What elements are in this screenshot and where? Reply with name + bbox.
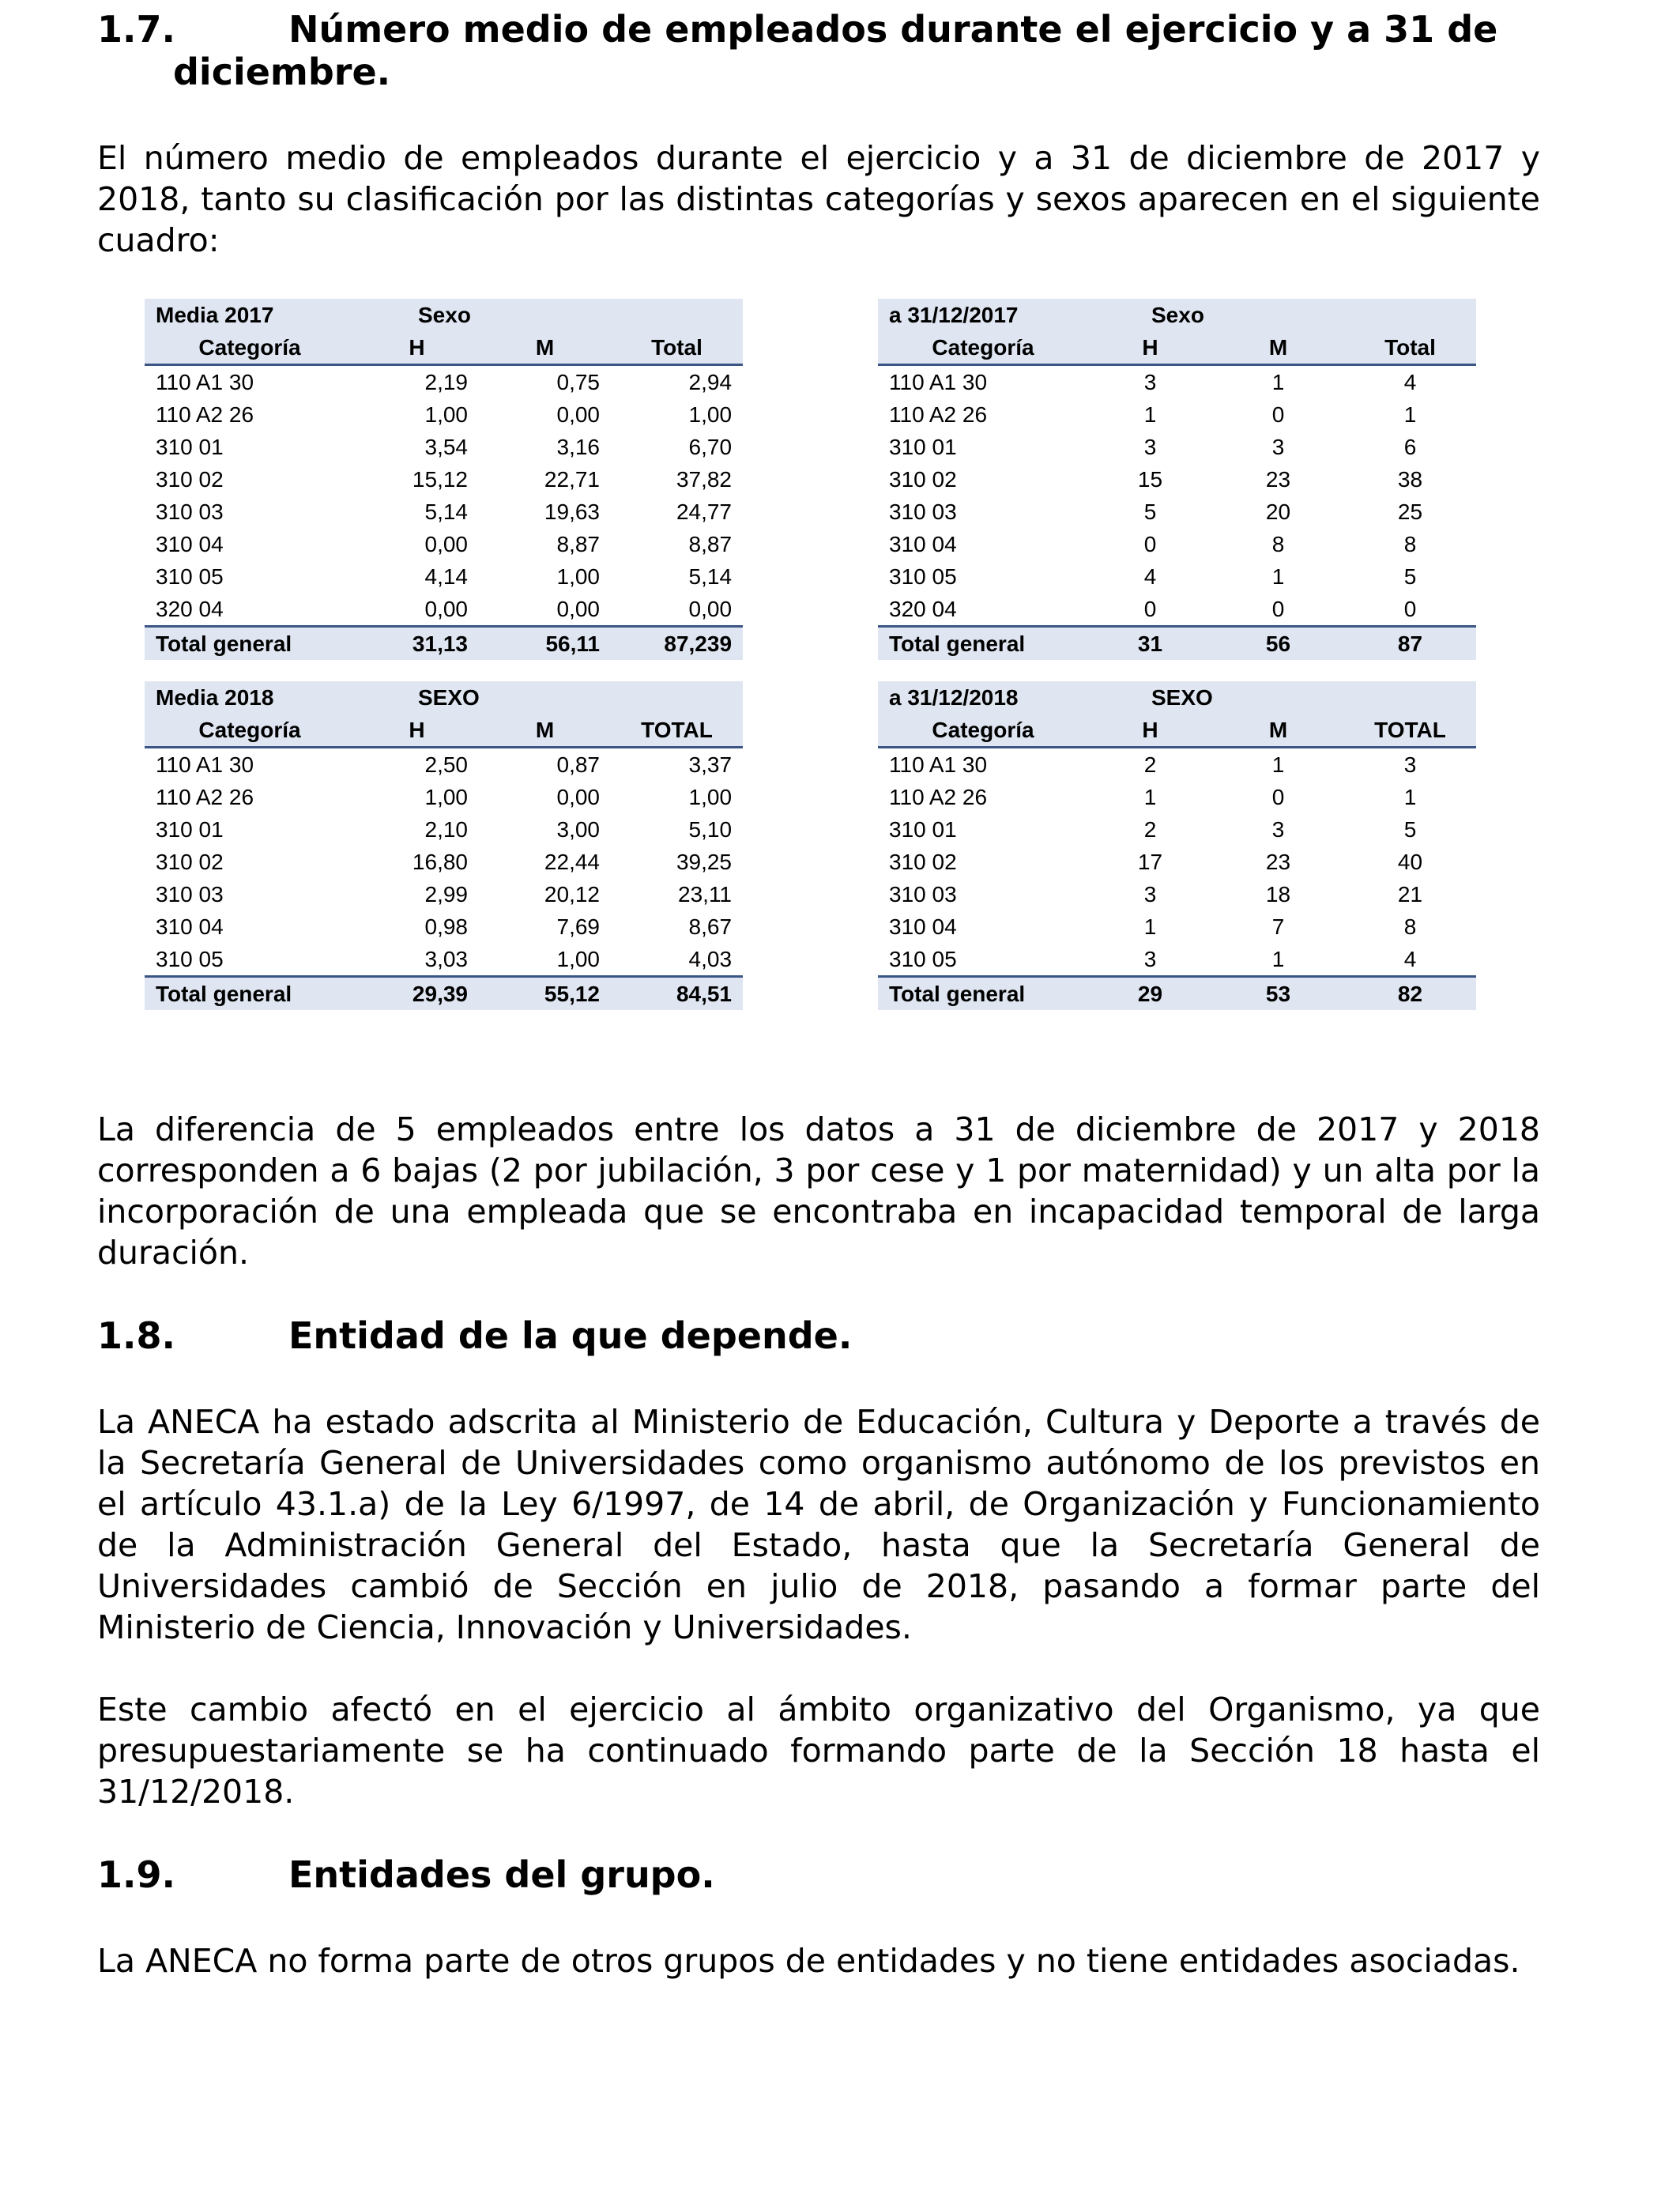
table-row bbox=[145, 593, 743, 627]
table-row bbox=[145, 528, 743, 560]
cell-categoria: 110 A1 30 bbox=[889, 370, 988, 394]
col-header-categoria: Categoría bbox=[145, 714, 355, 748]
cell-total: 3,37 bbox=[688, 752, 733, 777]
cell-h: 3,03 bbox=[424, 947, 468, 971]
table-31-12-2018 bbox=[878, 681, 1476, 1010]
cell-m: 18 bbox=[1265, 882, 1291, 907]
table-row bbox=[145, 398, 743, 431]
cell-m: 0,00 bbox=[556, 402, 600, 427]
cell-total: 3 bbox=[1403, 752, 1417, 777]
total-row bbox=[878, 627, 1476, 661]
col-header-m: M bbox=[479, 714, 611, 748]
cell-total: 6,70 bbox=[688, 435, 733, 459]
cell-h: 1,00 bbox=[424, 402, 468, 427]
table-row bbox=[878, 878, 1476, 910]
cell-m: 22,44 bbox=[544, 850, 600, 874]
cell-total: 5 bbox=[1403, 817, 1417, 842]
total-m: 53 bbox=[1212, 977, 1344, 1011]
cell-h: 2 bbox=[1143, 817, 1157, 842]
sexo-header: SEXO bbox=[1088, 681, 1476, 714]
cell-total: 8,87 bbox=[688, 532, 733, 556]
cell-total: 0,00 bbox=[688, 597, 733, 621]
cell-total: 6 bbox=[1403, 435, 1417, 459]
cell-categoria: 320 04 bbox=[156, 597, 224, 621]
cell-m: 0 bbox=[1271, 597, 1285, 621]
cell-h: 1 bbox=[1143, 785, 1157, 809]
section-number: 1.7. bbox=[97, 8, 175, 51]
table-row bbox=[878, 398, 1476, 431]
total-row bbox=[878, 977, 1476, 1011]
table-row bbox=[878, 813, 1476, 846]
total-m: 56,11 bbox=[479, 627, 611, 661]
document-page bbox=[97, 8, 1540, 1981]
cell-total: 8 bbox=[1403, 914, 1417, 939]
cell-h: 16,80 bbox=[412, 850, 468, 874]
cell-total: 5 bbox=[1403, 564, 1417, 589]
cell-categoria: 110 A1 30 bbox=[156, 752, 254, 777]
cell-m: 8,87 bbox=[556, 532, 600, 556]
col-header-m: M bbox=[1212, 714, 1344, 748]
total-total: 87 bbox=[1344, 627, 1476, 661]
cell-m: 8 bbox=[1271, 532, 1285, 556]
cell-total: 37,82 bbox=[676, 467, 733, 492]
total-m: 55,12 bbox=[479, 977, 611, 1011]
cell-m: 0,75 bbox=[556, 370, 600, 394]
cell-categoria: 310 02 bbox=[889, 850, 957, 874]
cell-m: 22,71 bbox=[544, 467, 600, 492]
cell-total: 39,25 bbox=[676, 850, 733, 874]
cell-categoria: 310 01 bbox=[889, 435, 957, 459]
col-header-m: M bbox=[1212, 331, 1344, 365]
cell-h: 2,10 bbox=[424, 817, 468, 842]
cell-categoria: 110 A1 30 bbox=[889, 752, 988, 777]
cell-m: 1 bbox=[1271, 947, 1285, 971]
column-header-row bbox=[878, 714, 1476, 748]
cell-total: 40 bbox=[1397, 850, 1423, 874]
cell-total: 24,77 bbox=[676, 499, 733, 524]
section-title-line2: diciembre. bbox=[173, 51, 391, 93]
cell-categoria: 310 04 bbox=[889, 532, 957, 556]
cell-categoria: 310 05 bbox=[889, 947, 957, 971]
total-label: Total general bbox=[145, 977, 355, 1011]
cell-categoria: 110 A1 30 bbox=[156, 370, 254, 394]
table-row bbox=[878, 560, 1476, 593]
cell-categoria: 110 A2 26 bbox=[889, 402, 988, 427]
cell-m: 19,63 bbox=[544, 499, 600, 524]
cell-categoria: 320 04 bbox=[889, 597, 957, 621]
table-row bbox=[878, 593, 1476, 627]
cell-total: 25 bbox=[1397, 499, 1423, 524]
total-label: Total general bbox=[878, 977, 1088, 1011]
section-title: Entidad de la que depende. bbox=[288, 1314, 853, 1357]
cell-total: 1,00 bbox=[688, 402, 733, 427]
cell-h: 3 bbox=[1143, 882, 1157, 907]
table-title: Media 2018 bbox=[145, 681, 355, 714]
employee-tables bbox=[97, 299, 1540, 1030]
cell-m: 3 bbox=[1271, 435, 1285, 459]
total-total: 82 bbox=[1344, 977, 1476, 1011]
cell-m: 23 bbox=[1265, 850, 1291, 874]
cell-m: 0,87 bbox=[556, 752, 600, 777]
cell-m: 1 bbox=[1271, 564, 1285, 589]
total-total: 87,239 bbox=[611, 627, 743, 661]
cell-categoria: 310 03 bbox=[156, 882, 224, 907]
total-h: 29 bbox=[1088, 977, 1212, 1011]
cell-total: 4 bbox=[1403, 947, 1417, 971]
cell-m: 1,00 bbox=[556, 947, 600, 971]
cell-categoria: 110 A2 26 bbox=[889, 785, 988, 809]
table-row bbox=[145, 910, 743, 943]
section-number: 1.9. bbox=[97, 1853, 175, 1896]
cell-m: 0 bbox=[1271, 402, 1285, 427]
cell-total: 8 bbox=[1403, 532, 1417, 556]
cell-h: 5 bbox=[1143, 499, 1157, 524]
table-row bbox=[145, 463, 743, 496]
table-media-2017 bbox=[145, 299, 743, 660]
cell-h: 0,00 bbox=[424, 597, 468, 621]
section-number: 1.8. bbox=[97, 1314, 175, 1357]
dependency-paragraph: La ANECA ha estado adscrita al Ministerio de Educación, Cultura y Deporte a través de la Secretaría General de Universidades como organismo autónomo de los previstos en el artículo 43.1.a) de la Ley 6/1997, de 14 de abril, de Organización y Funcionamiento de la Administración General del Estado, hasta que la Secretaría General de Universidades cambió de Sección en julio de 2018, pasando a formar parte del Ministerio de Ciencia, Innovación y Universidades. bbox=[97, 1403, 1540, 1646]
table-media-2018 bbox=[145, 681, 743, 1010]
table-row bbox=[878, 846, 1476, 878]
cell-m: 3,00 bbox=[556, 817, 600, 842]
cell-m: 0 bbox=[1271, 785, 1285, 809]
cell-categoria: 310 05 bbox=[156, 564, 224, 589]
table-row bbox=[878, 748, 1476, 782]
cell-categoria: 310 04 bbox=[889, 914, 957, 939]
cell-categoria: 310 04 bbox=[156, 532, 224, 556]
section-1-9-heading bbox=[97, 1853, 1540, 1896]
section-1-7-heading bbox=[97, 8, 1540, 93]
column-header-row bbox=[145, 714, 743, 748]
cell-categoria: 310 05 bbox=[889, 564, 957, 589]
col-header-total: TOTAL bbox=[611, 714, 743, 748]
cell-h: 2,99 bbox=[424, 882, 468, 907]
cell-total: 2,94 bbox=[688, 370, 733, 394]
total-h: 31,13 bbox=[355, 627, 479, 661]
col-header-categoria: Categoría bbox=[878, 714, 1088, 748]
group-paragraph: La ANECA no forma parte de otros grupos de entidades y no tiene entidades asociadas. bbox=[97, 1942, 1520, 1980]
cell-h: 1 bbox=[1143, 402, 1157, 427]
sexo-header: Sexo bbox=[355, 299, 743, 331]
table-row bbox=[145, 878, 743, 910]
table-title: a 31/12/2017 bbox=[878, 299, 1088, 331]
cell-m: 3 bbox=[1271, 817, 1285, 842]
col-header-total: Total bbox=[611, 331, 743, 365]
cell-total: 38 bbox=[1397, 467, 1423, 492]
cell-m: 1,00 bbox=[556, 564, 600, 589]
table-row bbox=[878, 528, 1476, 560]
cell-m: 0,00 bbox=[556, 785, 600, 809]
cell-total: 8,67 bbox=[688, 914, 733, 939]
table-row bbox=[145, 781, 743, 813]
cell-h: 0,98 bbox=[424, 914, 468, 939]
cell-categoria: 310 01 bbox=[156, 435, 224, 459]
total-label: Total general bbox=[878, 627, 1088, 661]
cell-m: 1 bbox=[1271, 370, 1285, 394]
cell-categoria: 310 01 bbox=[156, 817, 224, 842]
cell-categoria: 310 03 bbox=[889, 499, 957, 524]
section-title: Entidades del grupo. bbox=[288, 1853, 715, 1896]
table-row bbox=[145, 431, 743, 463]
cell-h: 15 bbox=[1137, 467, 1163, 492]
cell-total: 1,00 bbox=[688, 785, 733, 809]
col-header-categoria: Categoría bbox=[145, 331, 355, 365]
cell-m: 23 bbox=[1265, 467, 1291, 492]
cell-h: 0 bbox=[1143, 532, 1157, 556]
table-row bbox=[878, 910, 1476, 943]
table-row bbox=[878, 496, 1476, 528]
table-title: Media 2017 bbox=[145, 299, 355, 331]
cell-m: 3,16 bbox=[556, 435, 600, 459]
cell-categoria: 310 02 bbox=[889, 467, 957, 492]
col-header-h: H bbox=[1088, 714, 1212, 748]
cell-total: 4 bbox=[1403, 370, 1417, 394]
table-row bbox=[878, 943, 1476, 977]
cell-categoria: 310 03 bbox=[889, 882, 957, 907]
cell-total: 5,14 bbox=[688, 564, 733, 589]
table-title: a 31/12/2018 bbox=[878, 681, 1088, 714]
table-row bbox=[145, 943, 743, 977]
col-header-h: H bbox=[355, 714, 479, 748]
col-header-h: H bbox=[355, 331, 479, 365]
cell-h: 1 bbox=[1143, 914, 1157, 939]
cell-m: 7 bbox=[1271, 914, 1285, 939]
col-header-m: M bbox=[479, 331, 611, 365]
total-h: 29,39 bbox=[355, 977, 479, 1011]
table-row bbox=[878, 365, 1476, 399]
cell-categoria: 110 A2 26 bbox=[156, 402, 254, 427]
table-31-12-2017 bbox=[878, 299, 1476, 660]
difference-paragraph: La diferencia de 5 empleados entre los datos a 31 de diciembre de 2017 y 2018 corresponden a 6 bajas (2 por jubilación, 3 por cese y 1 por maternidad) y un alta por la incorporación de una empleada que se encontraba en incapacidad temporal de larga duración. bbox=[97, 1110, 1540, 1272]
cell-total: 23,11 bbox=[678, 882, 733, 907]
cell-m: 20,12 bbox=[544, 882, 600, 907]
cell-h: 17 bbox=[1137, 850, 1163, 874]
cell-total: 1 bbox=[1403, 785, 1417, 809]
cell-total: 4,03 bbox=[688, 947, 733, 971]
cell-categoria: 110 A2 26 bbox=[156, 785, 254, 809]
total-h: 31 bbox=[1088, 627, 1212, 661]
total-total: 84,51 bbox=[611, 977, 743, 1011]
cell-h: 2,50 bbox=[424, 752, 468, 777]
total-label: Total general bbox=[145, 627, 355, 661]
cell-categoria: 310 05 bbox=[156, 947, 224, 971]
table-row bbox=[145, 496, 743, 528]
cell-h: 4 bbox=[1143, 564, 1157, 589]
table-row bbox=[145, 813, 743, 846]
table-row bbox=[145, 365, 743, 399]
col-header-total: Total bbox=[1344, 331, 1476, 365]
table-row bbox=[878, 463, 1476, 496]
table-row bbox=[145, 846, 743, 878]
cell-h: 1,00 bbox=[424, 785, 468, 809]
table-title-row bbox=[878, 681, 1476, 714]
table-row bbox=[145, 560, 743, 593]
cell-total: 5,10 bbox=[688, 817, 733, 842]
cell-m: 1 bbox=[1271, 752, 1285, 777]
sexo-header: Sexo bbox=[1088, 299, 1476, 331]
cell-categoria: 310 03 bbox=[156, 499, 224, 524]
cell-total: 0 bbox=[1403, 597, 1417, 621]
column-header-row bbox=[145, 331, 743, 365]
change-paragraph: Este cambio afectó en el ejercicio al ámbito organizativo del Organismo, ya que presupuestariamente se ha continuado formando parte de la Sección 18 hasta el 31/12/2018. bbox=[97, 1691, 1540, 1811]
intro-paragraph: El número medio de empleados durante el ejercicio y a 31 de diciembre de 2017 y 2018, tanto su clasificación por las distintas categorías y sexos aparecen en el siguiente cuadro: bbox=[97, 139, 1540, 259]
cell-h: 5,14 bbox=[424, 499, 468, 524]
cell-categoria: 310 04 bbox=[156, 914, 224, 939]
cell-h: 15,12 bbox=[412, 467, 468, 492]
table-title-row bbox=[878, 299, 1476, 331]
cell-total: 1 bbox=[1403, 402, 1417, 427]
cell-h: 0,00 bbox=[424, 532, 468, 556]
table-row bbox=[145, 748, 743, 782]
total-m: 56 bbox=[1212, 627, 1344, 661]
col-header-total: TOTAL bbox=[1344, 714, 1476, 748]
cell-m: 0,00 bbox=[556, 597, 600, 621]
total-row bbox=[145, 627, 743, 661]
cell-categoria: 310 01 bbox=[889, 817, 957, 842]
total-row bbox=[145, 977, 743, 1011]
col-header-h: H bbox=[1088, 331, 1212, 365]
cell-m: 20 bbox=[1265, 499, 1291, 524]
table-row bbox=[878, 781, 1476, 813]
cell-h: 4,14 bbox=[424, 564, 468, 589]
cell-h: 2,19 bbox=[424, 370, 468, 394]
cell-h: 3,54 bbox=[424, 435, 468, 459]
cell-categoria: 310 02 bbox=[156, 850, 224, 874]
cell-categoria: 310 02 bbox=[156, 467, 224, 492]
table-row bbox=[878, 431, 1476, 463]
cell-m: 7,69 bbox=[556, 914, 600, 939]
cell-h: 3 bbox=[1143, 370, 1157, 394]
table-title-row bbox=[145, 299, 743, 331]
column-header-row bbox=[878, 331, 1476, 365]
cell-h: 2 bbox=[1143, 752, 1157, 777]
cell-h: 3 bbox=[1143, 947, 1157, 971]
section-1-8-heading bbox=[97, 1314, 1540, 1357]
section-title-line1: Número medio de empleados durante el ejercicio y a 31 de bbox=[288, 8, 1498, 51]
table-title-row bbox=[145, 681, 743, 714]
cell-h: 0 bbox=[1143, 597, 1157, 621]
sexo-header: SEXO bbox=[355, 681, 743, 714]
cell-h: 3 bbox=[1143, 435, 1157, 459]
col-header-categoria: Categoría bbox=[878, 331, 1088, 365]
cell-total: 21 bbox=[1397, 882, 1423, 907]
